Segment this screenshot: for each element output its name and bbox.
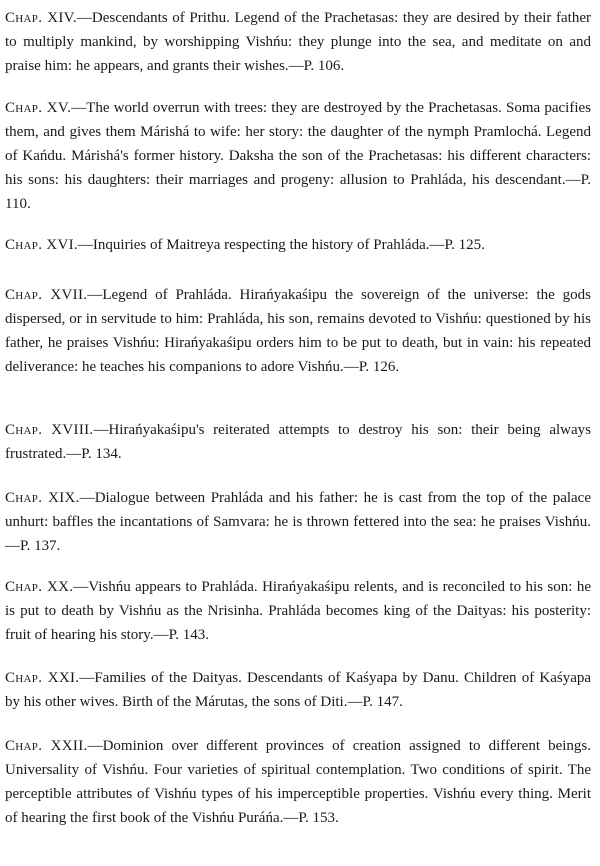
- chapter-heading: Chap. XX.: [5, 579, 74, 595]
- chapter-entry-16: [5, 233, 591, 257]
- chapter-heading: Chap. XVI.: [5, 237, 78, 253]
- chapter-entry-19: [5, 486, 591, 558]
- chapter-summary: —Vishńu appears to Prahláda. Hirańyakaśipu relents, and is reconciled to his son: he is put to death by Vishńu as the Nrisinha. Prahláda becomes king of the Daityas: his posterity: fruit of hearing his story.—P. 143.: [5, 579, 591, 643]
- chapter-summary: —Families of the Daityas. Descendants of Kaśyapa by Danu. Children of Kaśyapa by his other wives. Birth of the Márutas, the sons of Diti.—P. 147.: [5, 670, 592, 710]
- chapter-entry-17: [5, 283, 591, 379]
- chapter-heading: Chap. XVII.: [5, 287, 88, 303]
- chapter-summary: —Inquiries of Maitreya respecting the history of Prahláda.—P. 125.: [77, 237, 485, 253]
- chapter-entry-14: [5, 6, 591, 78]
- chapter-entry-15: [5, 96, 591, 216]
- chapter-heading: Chap. XXII.: [5, 738, 88, 754]
- chapter-summary: —Descendants of Prithu. Legend of the Prachetasas: they are desired by their father to multiply mankind, by worshipping Vishńu: they plunge into the sea, and meditate on and praise him: he appears, and grants their wishes.—P. 106.: [5, 10, 591, 74]
- chapter-heading: Chap. XVIII.: [5, 422, 94, 438]
- chapter-heading: Chap. XV.: [5, 100, 72, 116]
- chapter-summary: —Dialogue between Prahláda and his father: he is cast from the top of the palace unhurt: baffles the incantations of Samvara: he is thrown fettered into the sea: he praises Vishńu.—P. 137.: [5, 490, 591, 554]
- chapter-heading: Chap. XIX.: [5, 490, 80, 506]
- chapter-entry-21: [5, 666, 591, 714]
- chapter-summary: —The world overrun with trees: they are destroyed by the Prachetasas. Soma pacifies them, and gives them Márishá to wife: her story: the daughter of the nymph Pramlochá. Legend of Kańdu. Márishá's former history. Daksha the son of the Prachetasas: his different characters: his sons: his daughters: their marriages and progeny: allusion to Prahláda, his descendant.—P. 110.: [5, 100, 591, 212]
- chapter-summary: —Dominion over different provinces of creation assigned to different beings. Universality of Vishńu. Four varieties of spiritual contemplation. Two conditions of spirit. The perceptible attributes of Vishńu types of his imperceptible properties. Vishńu every thing. Merit of hearing the first book of the Vishńu Puráńa.—P. 153.: [5, 738, 591, 826]
- chapter-summary: —Legend of Prahláda. Hirańyakaśipu the sovereign of the universe: the gods dispersed, or in servitude to him: Prahláda, his son, remains devoted to Vishńu: questioned by his father, he praises Vishńu: Hirańyakaśipu orders him to be put to death, but in vain: his repeated deliverance: he teaches his companions to adore Vishńu.—P. 126.: [5, 287, 592, 375]
- chapter-heading: Chap. XXI.: [5, 670, 80, 686]
- chapter-entry-18: [5, 418, 591, 466]
- chapter-summary: —Hirańyakaśipu's reiterated attempts to destroy his son: their being always frustrated.—P. 134.: [5, 422, 592, 462]
- chapter-entry-22: [5, 734, 591, 830]
- chapter-entry-20: [5, 575, 591, 647]
- chapter-heading: Chap. XIV.: [5, 10, 77, 26]
